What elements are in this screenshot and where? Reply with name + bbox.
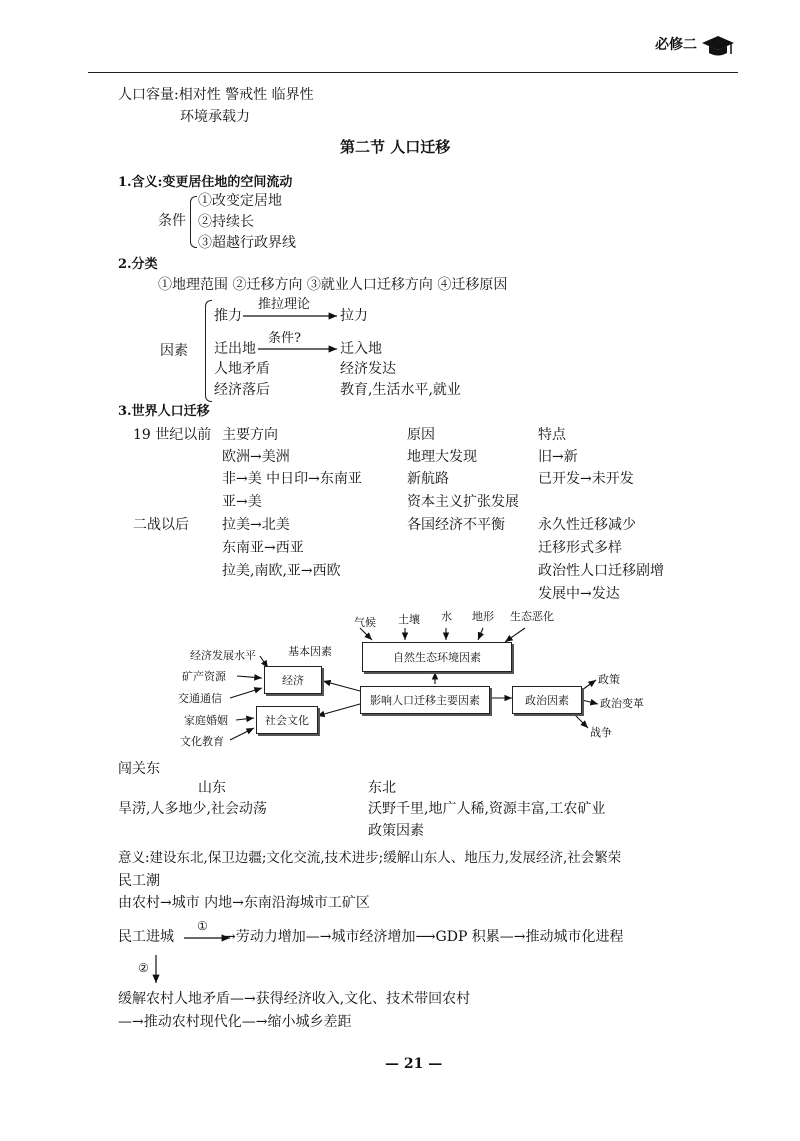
s3-p1-feature-1: 旧→新	[538, 449, 578, 465]
s2-factor-label: 因素	[160, 343, 188, 359]
s2-categories: ①地理范围 ②迁移方向 ③就业人口迁移方向 ④迁移原因	[158, 277, 508, 293]
s3-col-main: 主要方向	[222, 427, 278, 443]
chuang-meaning: 意义:建设东北,保卫边疆;文化交流,技术进步;缓解山东人、地压力,发展经济,社会繁荣	[118, 850, 622, 866]
nat-terrain: 地形	[472, 610, 494, 623]
mingong-chain1: →劳动力增加—→城市经济增加⟶GDP 积累—→推动城市化进程	[224, 929, 624, 945]
s3-p1-reason-3: 资本主义扩张发展	[407, 494, 519, 510]
section-title: 第二节 人口迁移	[340, 138, 451, 156]
econ-item-2: 矿产资源	[182, 670, 226, 683]
s3-p2-feature-3: 政治性人口迁移剧增	[538, 563, 664, 579]
s2-row3-left: 人地矛盾	[214, 361, 270, 377]
s3-p1-reason-1: 地理大发现	[407, 449, 477, 465]
chuang-to-desc: 沃野千里,地广人稀,资源丰富,工农矿业	[368, 801, 606, 817]
s3-p2-dir-3: 拉美,南欧,亚→西欧	[222, 563, 341, 579]
s2-heading: 2.分类	[118, 257, 158, 272]
mingong-chain2b: —→推动农村现代化—→缩小城乡差距	[118, 1014, 352, 1030]
s3-col-feature: 特点	[538, 427, 566, 443]
nat-climate: 气候	[354, 616, 376, 629]
s2-conditions: 条件?	[268, 331, 301, 346]
nat-box: 自然生态环境因素	[362, 642, 512, 672]
econ-box: 经济	[264, 666, 322, 694]
mingong-arrow2-label: ②	[138, 961, 149, 975]
mingong-start: 民工进城	[118, 929, 174, 945]
s1-heading: 1.含义:变更居住地的空间流动	[118, 175, 293, 190]
s3-p1-feature-2: 已开发→未开发	[538, 471, 634, 487]
mingong-arrow1-label: ①	[197, 919, 208, 933]
soc-item-1: 家庭婚姻	[184, 714, 228, 727]
pol-item-2: 政治变革	[600, 697, 644, 710]
chuang-title: 闯关东	[118, 761, 160, 777]
pol-item-3: 战争	[590, 726, 612, 739]
nat-water: 水	[441, 610, 452, 623]
s2-pull: 拉力	[340, 308, 368, 324]
s2-row4-left: 经济落后	[214, 382, 270, 398]
econ-basic: 基本因素	[288, 645, 332, 658]
mingong-title: 民工潮	[118, 873, 160, 889]
s3-p1-dir-1: 欧洲→美洲	[222, 449, 290, 465]
econ-item-3: 交通通信	[178, 692, 222, 705]
econ-item-1: 经济发展水平	[190, 649, 256, 662]
chuang-from: 山东	[198, 780, 226, 796]
s1-cond-label: 条件	[158, 213, 186, 229]
page-number: — 21 —	[385, 1056, 443, 1072]
s2-push: 推力	[214, 308, 242, 324]
mingong-route: 由农村→城市 内地→东南沿海城市工矿区	[118, 895, 370, 911]
s3-p2-feature-1: 永久性迁移减少	[538, 517, 636, 533]
s3-period1: 19 世纪以前	[133, 427, 212, 443]
s2-origin: 迁出地	[214, 341, 256, 357]
s3-p1-reason-2: 新航路	[407, 471, 449, 487]
s3-period2: 二战以后	[133, 517, 189, 533]
soc-item-2: 文化教育	[180, 735, 224, 748]
s2-theory: 推拉理论	[258, 297, 311, 312]
s2-row4-right: 教育,生活水平,就业	[340, 382, 461, 398]
s1-cond-3: ③超越行政界线	[198, 235, 296, 251]
chuang-from-desc: 旱涝,人多地少,社会动荡	[118, 801, 267, 817]
s3-p2-dir-1: 拉美→北美	[222, 517, 290, 533]
s3-p2-reason-1: 各国经济不平衡	[407, 517, 505, 533]
pol-item-1: 政策	[598, 673, 620, 686]
s1-cond-1: ①改变定居地	[198, 193, 282, 209]
nat-soil: 土壤	[398, 613, 420, 626]
nat-eco: 生态恶化	[510, 610, 554, 623]
book-title: 必修二	[655, 37, 697, 53]
capacity-sub: 环境承载力	[180, 109, 250, 125]
s3-heading: 3.世界人口迁移	[118, 404, 210, 419]
soc-box: 社会文化	[256, 706, 318, 734]
chuang-to: 东北	[368, 780, 396, 796]
s3-p1-dir-3: 亚→美	[222, 494, 262, 510]
s2-destination: 迁入地	[340, 341, 382, 357]
mingong-chain2a: 缓解农村人地矛盾—→获得经济收入,文化、技术带回农村	[118, 991, 471, 1007]
s3-p2-feature-2: 迁移形式多样	[538, 540, 622, 556]
s3-p1-dir-2: 非→美 中日印→东南亚	[222, 471, 362, 487]
s3-p2-dir-2: 东南亚→西亚	[222, 540, 304, 556]
s1-cond-2: ②持续长	[198, 214, 254, 230]
pol-box: 政治因素	[512, 686, 582, 714]
center-box: 影响人口迁移主要因素	[360, 686, 490, 714]
s2-row3-right: 经济发达	[340, 361, 396, 377]
s3-p2-feature-4: 发展中→发达	[538, 586, 620, 602]
s3-col-reason: 原因	[407, 427, 435, 443]
chuang-policy: 政策因素	[368, 823, 424, 839]
capacity-line: 人口容量:相对性 警戒性 临界性	[118, 87, 314, 103]
